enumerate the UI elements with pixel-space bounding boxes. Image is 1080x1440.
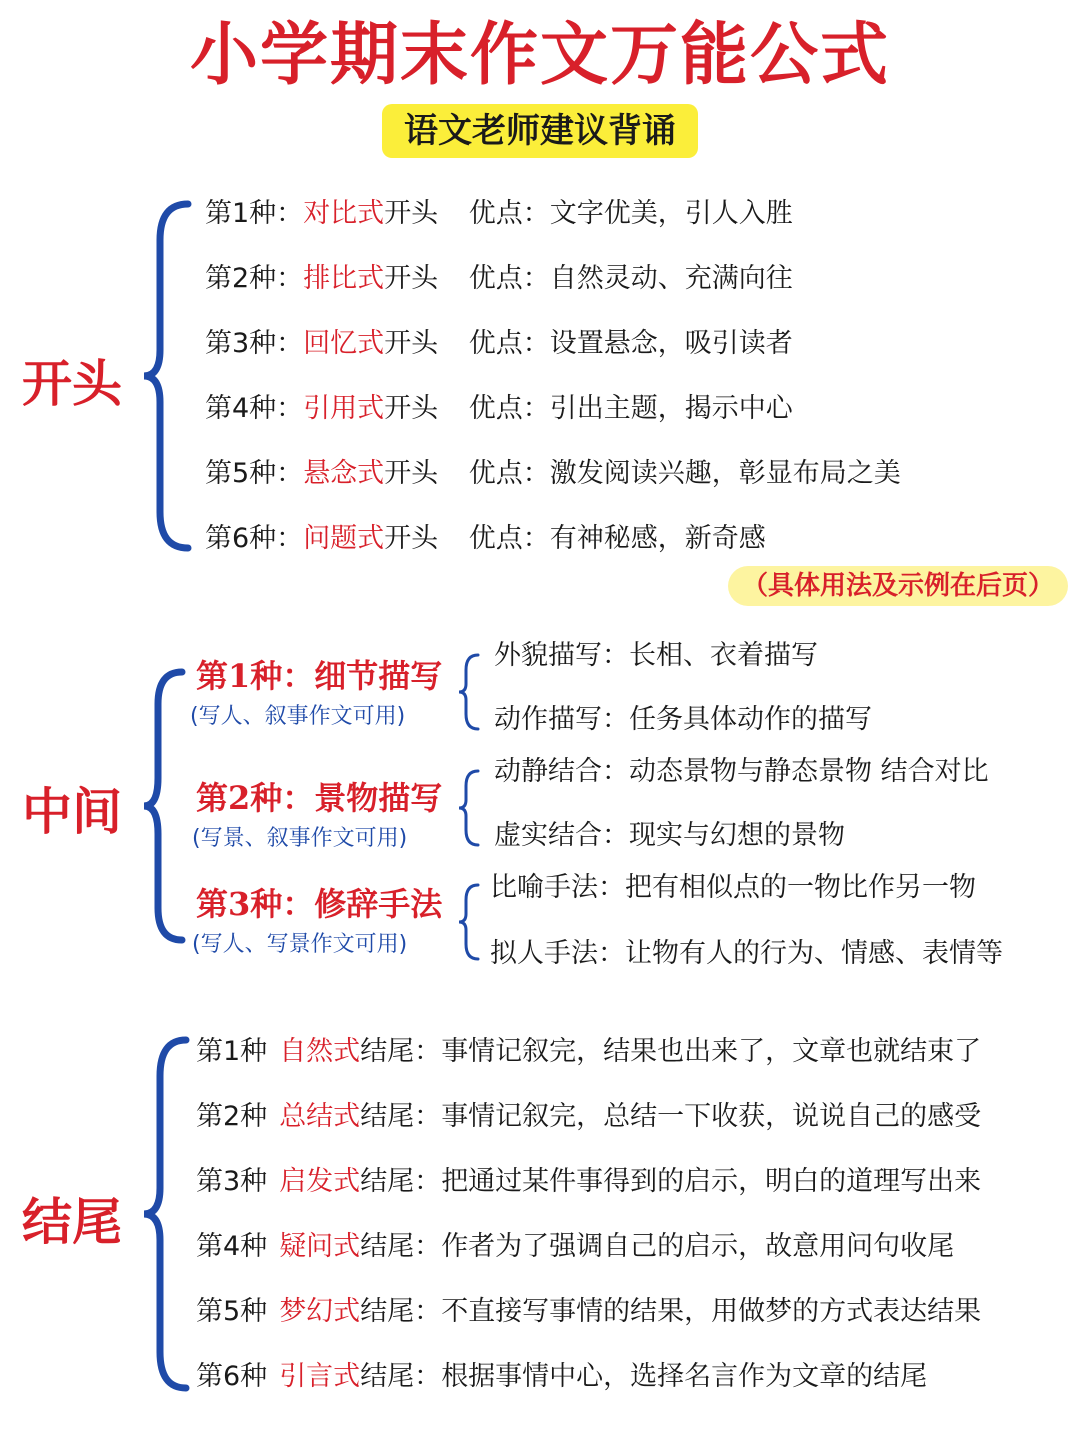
- opening-row: 第1种：对比式开头 优点：文字优美，引人入胜: [205, 198, 793, 229]
- section-label-ending: 结尾: [22, 1192, 122, 1251]
- ending-row: 第3种 启发式结尾：把通过某件事得到的启示，明白的道理写出来: [196, 1166, 982, 1197]
- subtitle-highlight: 语文老师建议背诵: [382, 104, 698, 158]
- middle-brace: [140, 668, 190, 944]
- method-detail: 外貌描写：长相、衣着描写: [494, 640, 818, 671]
- ending-row: 第1种 自然式结尾：事情记叙完，结果也出来了，文章也就结束了: [196, 1036, 982, 1067]
- method-3-brace: [456, 882, 482, 962]
- opening-row: 第6种：问题式开头 优点：有神秘感，新奇感: [205, 523, 766, 554]
- method-detail: 动作描写：任务具体动作的描写: [494, 704, 872, 735]
- method-detail: 虚实结合：现实与幻想的景物: [494, 820, 845, 851]
- opening-brace: [140, 200, 200, 552]
- section-label-opening: 开头: [22, 354, 122, 413]
- method-2-brace: [456, 768, 482, 848]
- method-subtitle: (写景、叙事作文可用): [192, 826, 408, 851]
- method-1-brace: [456, 652, 482, 732]
- opening-row: 第5种：悬念式开头 优点：激发阅读兴趣，彰显布局之美: [205, 458, 901, 489]
- note-badge: （具体用法及示例在后页）: [728, 566, 1068, 606]
- ending-brace: [140, 1036, 196, 1392]
- section-label-middle: 中间: [22, 782, 122, 841]
- method-title: 第3种：修辞手法: [196, 885, 443, 923]
- method-subtitle: (写人、叙事作文可用): [190, 704, 406, 729]
- method-subtitle: (写人、写景作文可用): [192, 932, 408, 957]
- opening-row: 第3种：回忆式开头 优点：设置悬念，吸引读者: [205, 328, 793, 359]
- ending-row: 第6种 引言式结尾：根据事情中心，选择名言作为文章的结尾: [196, 1361, 928, 1392]
- ending-row: 第5种 梦幻式结尾：不直接写事情的结果，用做梦的方式表达结果: [196, 1296, 982, 1327]
- subtitle-wrap: [0, 104, 1080, 158]
- method-title: 第2种：景物描写: [196, 779, 443, 817]
- opening-row: 第4种：引用式开头 优点：引出主题，揭示中心: [205, 393, 793, 424]
- page-title: 小学期末作文万能公式: [189, 15, 890, 95]
- method-detail: 拟人手法：让物有人的行为、情感、表情等: [490, 938, 1003, 969]
- opening-row: 第2种：排比式开头 优点：自然灵动、充满向往: [205, 263, 793, 294]
- method-title: 第1种：细节描写: [196, 657, 443, 695]
- method-detail: 比喻手法：把有相似点的一物比作另一物: [490, 872, 976, 903]
- ending-row: 第2种 总结式结尾：事情记叙完，总结一下收获，说说自己的感受: [196, 1101, 982, 1132]
- ending-row: 第4种 疑问式结尾：作者为了强调自己的启示，故意用问句收尾: [196, 1231, 955, 1262]
- method-detail: 动静结合：动态景物与静态景物 结合对比: [494, 756, 989, 787]
